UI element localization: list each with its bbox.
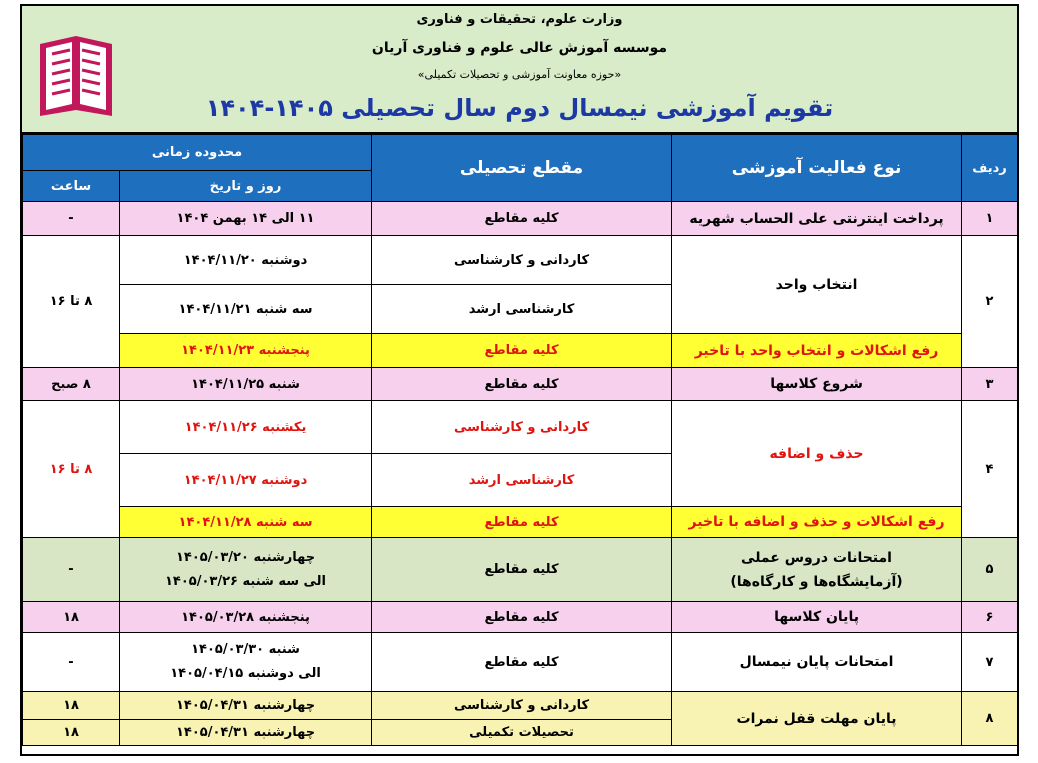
header-time: ساعت [23, 171, 120, 202]
table-row [23, 202, 1018, 236]
table-row [23, 538, 1018, 602]
level-cell: کاردانی و کارشناسی [372, 236, 672, 285]
calendar-title: تقویم آموزشی نیمسال دوم سال تحصیلی ۱۴۰۵-۱۴۰۴ [205, 94, 834, 122]
time-cell: - [23, 538, 120, 602]
date-cell: چهارشنبه ۱۴۰۵/۰۴/۳۱ [120, 720, 372, 746]
time-cell: ۱۸ [23, 720, 120, 746]
activity-cell: پایان کلاسها [672, 602, 962, 633]
activity-cell: رفع اشکالات و انتخاب واحد با تاخیر [672, 334, 962, 368]
activity-cell [672, 538, 962, 602]
date-cell: چهارشنبه ۱۴۰۵/۰۴/۳۱ [120, 692, 372, 720]
activity-cell: رفع اشکالات و حذف و اضافه با تاخیر [672, 507, 962, 538]
table-row [23, 334, 1018, 368]
date-cell: پنجشنبه ۱۴۰۴/۱۱/۲۳ [120, 334, 372, 368]
date-cell: پنجشنبه ۱۴۰۵/۰۳/۲۸ [120, 602, 372, 633]
activity-cell: پایان مهلت قفل نمرات [672, 692, 962, 746]
level-cell: کلیه مقاطع [372, 368, 672, 401]
header-activity: نوع فعالیت آموزشی [672, 135, 962, 202]
row-number: ۴ [962, 401, 1018, 538]
time-cell: ۱۸ [23, 692, 120, 720]
header-row-no: ردیف [962, 135, 1018, 202]
activity-cell: شروع کلاسها [672, 368, 962, 401]
activity-line: امتحانات دروس عملی [741, 549, 892, 566]
level-cell: کلیه مقاطع [372, 633, 672, 692]
date-line: شنبه ۱۴۰۵/۰۳/۳۰ [191, 642, 300, 657]
level-cell: تحصیلات تکمیلی [372, 720, 672, 746]
activity-line: (آزمایشگاه‌ها و کارگاه‌ها) [730, 573, 903, 590]
level-cell: کلیه مقاطع [372, 334, 672, 368]
time-cell: - [23, 202, 120, 236]
row-number: ۲ [962, 236, 1018, 368]
date-cell [120, 538, 372, 602]
table-row [23, 507, 1018, 538]
date-line: الی سه شنبه ۱۴۰۵/۰۳/۲۶ [165, 573, 327, 589]
date-cell: ۱۱ الی ۱۴ بهمن ۱۴۰۴ [120, 202, 372, 236]
table-row [23, 236, 1018, 285]
level-cell: کلیه مقاطع [372, 202, 672, 236]
table-row [23, 401, 1018, 454]
ministry-name: وزارت علوم، تحقیقات و فناوری [416, 12, 623, 27]
calendar-frame [20, 4, 1019, 756]
activity-cell: پرداخت اینترنتی علی الحساب شهریه [672, 202, 962, 236]
row-number: ۳ [962, 368, 1018, 401]
level-cell: کلیه مقاطع [372, 602, 672, 633]
header-date: روز و تاریخ [120, 171, 372, 202]
time-cell: - [23, 633, 120, 692]
row-number: ۵ [962, 538, 1018, 602]
level-cell: کاردانی و کارشناسی [372, 692, 672, 720]
date-line: الی دوشنبه ۱۴۰۵/۰۴/۱۵ [170, 666, 321, 681]
date-cell: دوشنبه ۱۴۰۴/۱۱/۲۷ [120, 454, 372, 507]
activity-cell: انتخاب واحد [672, 236, 962, 334]
time-cell: ۸ صبح [23, 368, 120, 401]
date-cell [120, 633, 372, 692]
date-cell: سه شنبه ۱۴۰۴/۱۱/۲۸ [120, 507, 372, 538]
date-cell: یکشنبه ۱۴۰۴/۱۱/۲۶ [120, 401, 372, 454]
table-row [23, 633, 1018, 692]
activity-cell: امتحانات پایان نیمسال [672, 633, 962, 692]
level-cell: کاردانی و کارشناسی [372, 401, 672, 454]
institute-name: موسسه آموزش عالی علوم و فناوری آریان [371, 40, 668, 56]
academic-calendar-table [22, 134, 1018, 746]
office-name: «حوزه معاونت آموزشی و تحصیلات تکمیلی» [417, 68, 622, 81]
level-cell: کارشناسی ارشد [372, 285, 672, 334]
date-cell: سه شنبه ۱۴۰۴/۱۱/۲۱ [120, 285, 372, 334]
table-row [23, 368, 1018, 401]
row-number: ۱ [962, 202, 1018, 236]
time-cell: ۱۸ [23, 602, 120, 633]
time-cell: ۸ تا ۱۶ [23, 236, 120, 368]
header-period: محدوده زمانی [23, 135, 372, 171]
date-cell: دوشنبه ۱۴۰۴/۱۱/۲۰ [120, 236, 372, 285]
activity-cell: حذف و اضافه [672, 401, 962, 507]
level-cell: کلیه مقاطع [372, 507, 672, 538]
document-header [22, 6, 1017, 134]
date-cell: شنبه ۱۴۰۴/۱۱/۲۵ [120, 368, 372, 401]
row-number: ۸ [962, 692, 1018, 746]
date-line: چهارشنبه ۱۴۰۵/۰۳/۲۰ [175, 549, 316, 565]
row-number: ۶ [962, 602, 1018, 633]
row-number: ۷ [962, 633, 1018, 692]
level-cell: کارشناسی ارشد [372, 454, 672, 507]
table-row [23, 602, 1018, 633]
level-cell: کلیه مقاطع [372, 538, 672, 602]
time-cell: ۸ تا ۱۶ [23, 401, 120, 538]
table-row [23, 692, 1018, 720]
header-level: مقطع تحصیلی [372, 135, 672, 202]
